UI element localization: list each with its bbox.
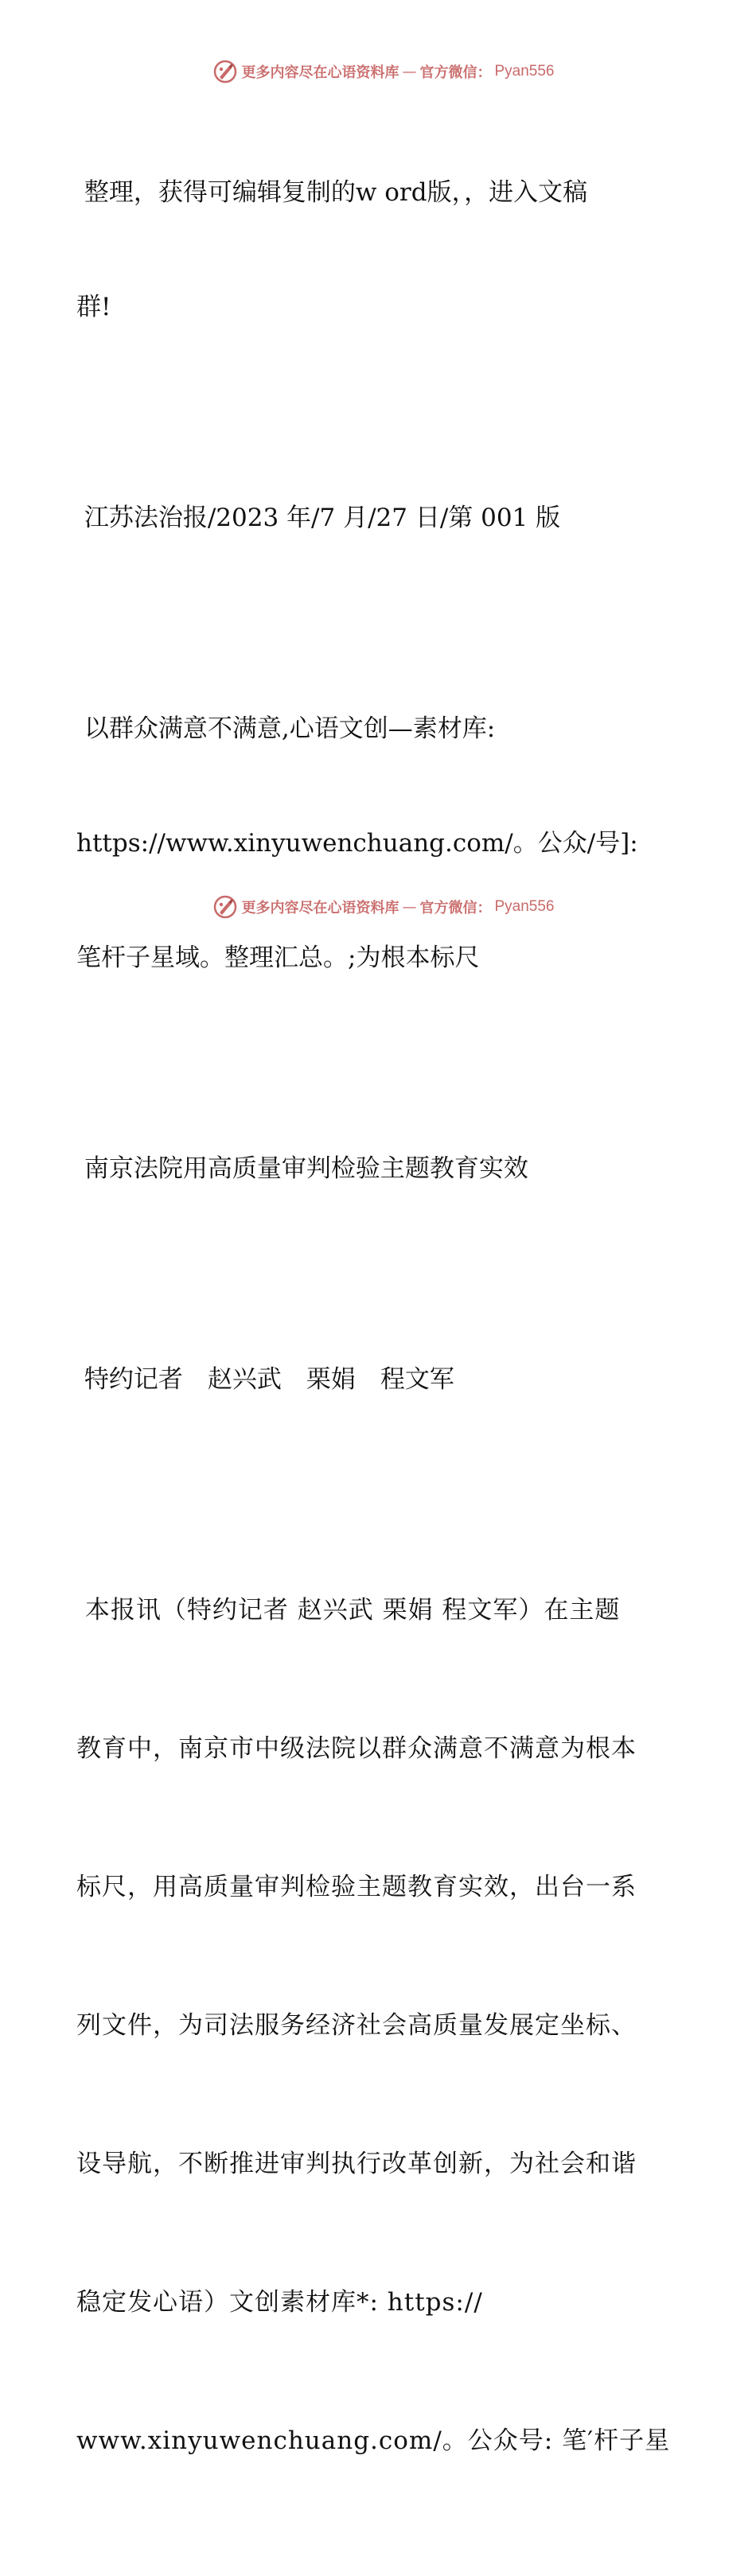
banner-separator: — bbox=[402, 63, 417, 80]
header-banner bbox=[0, 56, 756, 88]
paragraph-source bbox=[76, 422, 689, 613]
banner-wechat-handle: Pyan556 bbox=[494, 63, 555, 80]
text-line: 以群众满意不满意,心语文创—素材库: bbox=[76, 714, 496, 743]
footer-banner-inner bbox=[212, 894, 554, 920]
document-body bbox=[76, 97, 689, 2576]
banner-promo-text: 更多内容尽在心语资料库 bbox=[241, 64, 399, 81]
banner-promo-text: 更多内容尽在心语资料库 bbox=[241, 900, 399, 916]
text-line: 标尺，用高质量审判检验主题教育实效，出台一系 bbox=[76, 1873, 637, 1901]
text-line: 群! bbox=[76, 293, 111, 321]
text-line: 笔杆子星域。整理汇总。;为根本标尺 bbox=[76, 944, 480, 972]
header-banner-inner bbox=[212, 59, 554, 84]
text-line: 特约记者 赵兴武 栗娟 程文军 bbox=[76, 1365, 454, 1394]
footer-banner bbox=[0, 891, 756, 923]
text-line: 南京法院用高质量审判检验主题教育实效 bbox=[76, 1154, 528, 1183]
text-line: 稳定发心语）文创素材库*: https:// bbox=[76, 2288, 483, 2317]
banner-contact-label: 官方微信： bbox=[419, 900, 492, 916]
pen-logo-icon bbox=[212, 894, 238, 920]
text-line: 本报讯（特约记者 赵兴武 栗娟 程文军）在主题 bbox=[76, 1596, 621, 1625]
banner-separator: — bbox=[402, 898, 417, 916]
pen-logo-icon bbox=[212, 59, 238, 84]
text-line: 教育中，南京市中级法院以群众满意不满意为根本 bbox=[76, 1734, 637, 1763]
paragraph-headline bbox=[76, 1073, 689, 1264]
text-line: https://www.xinyuwenchuang.com/。公众/号]: bbox=[76, 829, 638, 858]
text-line: 江苏法治报/2023 年/7 月/27 日/第 001 版 bbox=[76, 504, 561, 532]
paragraph-intro bbox=[76, 97, 689, 403]
paragraph-byline bbox=[76, 1284, 689, 1475]
banner-contact-label: 官方微信： bbox=[419, 64, 492, 81]
text-line: 列文件，为司法服务经济社会高质量发展定坐标、 bbox=[76, 2011, 637, 2040]
text-line: 整理，获得可编辑复制的w ord版，，进入文稿 bbox=[76, 178, 588, 207]
text-line: 设导航，不断推进审判执行改革创新，为社会和谐 bbox=[76, 2150, 637, 2178]
paragraph-article-body bbox=[76, 1495, 689, 2556]
banner-wechat-handle: Pyan556 bbox=[494, 898, 555, 915]
paragraph-subtitle bbox=[76, 633, 689, 1053]
text-line: www.xinyuwenchuang.com/。公众号: 笔′杆子星 bbox=[76, 2426, 671, 2455]
